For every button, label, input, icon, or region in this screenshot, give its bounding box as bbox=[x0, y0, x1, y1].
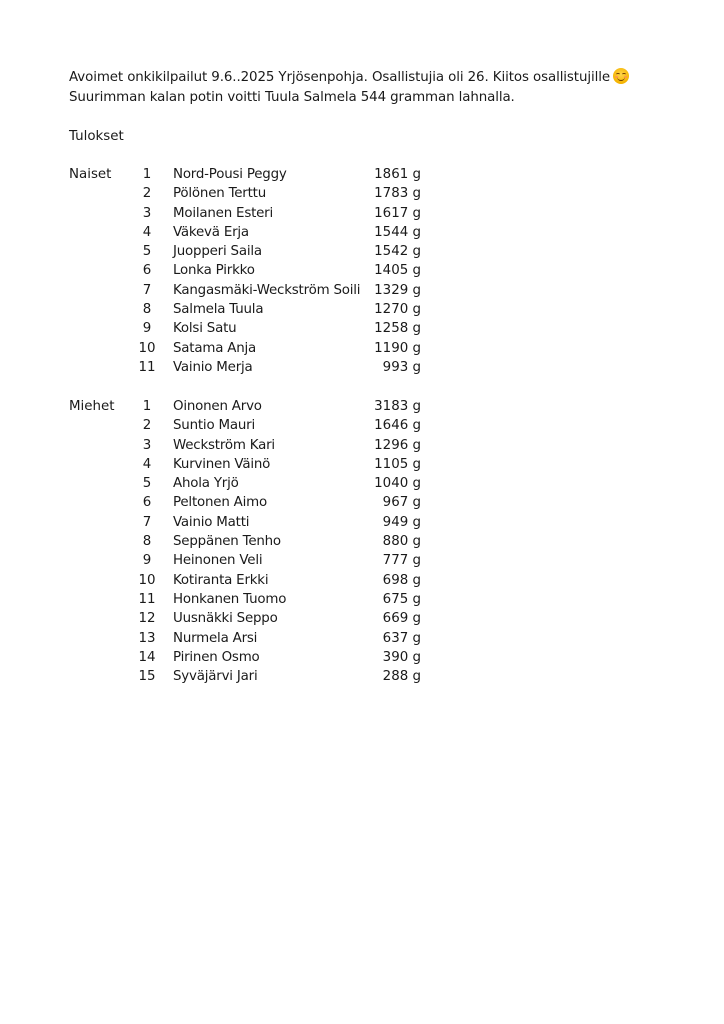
table-row bbox=[69, 339, 429, 358]
rank: 11 bbox=[138, 591, 156, 607]
rank: 11 bbox=[138, 359, 156, 375]
catch-weight: 669 g bbox=[382, 611, 421, 627]
table-row bbox=[69, 532, 429, 551]
rank: 2 bbox=[142, 418, 152, 434]
intro-line-2: Suurimman kalan potin voitti Tuula Salmela 544 gramman lahnalla. bbox=[69, 90, 515, 105]
catch-weight: 1542 g bbox=[374, 244, 421, 260]
table-row bbox=[69, 609, 429, 628]
catch-weight: 1783 g bbox=[374, 186, 421, 202]
catch-weight: 1617 g bbox=[374, 205, 421, 221]
table-row bbox=[69, 436, 429, 455]
table-row bbox=[69, 300, 429, 319]
table-row bbox=[69, 242, 429, 261]
rank: 4 bbox=[142, 224, 152, 240]
table-row bbox=[69, 319, 429, 338]
catch-weight: 1329 g bbox=[374, 282, 421, 298]
catch-weight: 675 g bbox=[382, 591, 421, 607]
rank: 7 bbox=[142, 514, 152, 530]
participant-name: Satama Anja bbox=[173, 340, 257, 356]
participant-name: Kolsi Satu bbox=[173, 321, 237, 337]
results-heading: Tulokset bbox=[69, 129, 124, 144]
participant-name: Nurmela Arsi bbox=[173, 630, 258, 646]
table-row bbox=[69, 184, 429, 203]
rank: 3 bbox=[142, 437, 152, 453]
rank: 12 bbox=[138, 611, 156, 627]
participant-name: Kotiranta Erkki bbox=[173, 572, 269, 588]
participant-name: Seppänen Tenho bbox=[173, 534, 281, 550]
catch-weight: 1040 g bbox=[374, 476, 421, 492]
catch-weight: 777 g bbox=[382, 553, 421, 569]
participant-name: Moilanen Esteri bbox=[173, 205, 274, 221]
men-rows bbox=[69, 397, 429, 686]
intro-line-1 bbox=[69, 68, 669, 88]
participant-name: Syväjärvi Jari bbox=[173, 669, 258, 685]
rank: 8 bbox=[142, 534, 152, 550]
catch-weight: 698 g bbox=[382, 572, 421, 588]
rank: 5 bbox=[142, 244, 152, 260]
participant-name: Suntio Mauri bbox=[173, 418, 255, 434]
participant-name: Oinonen Arvo bbox=[173, 399, 262, 414]
participant-name: Pölönen Terttu bbox=[173, 186, 267, 202]
catch-weight: 1296 g bbox=[374, 437, 421, 453]
table-row bbox=[69, 648, 429, 667]
catch-weight: 1105 g bbox=[374, 456, 421, 472]
rank: 15 bbox=[138, 669, 156, 685]
table-row bbox=[69, 590, 429, 609]
rank: 13 bbox=[138, 630, 156, 646]
table-row bbox=[69, 223, 429, 242]
rank: 10 bbox=[138, 572, 156, 588]
rank: 10 bbox=[138, 340, 156, 356]
catch-weight: 1258 g bbox=[374, 321, 421, 337]
table-row bbox=[69, 204, 429, 223]
rank: 5 bbox=[142, 476, 152, 492]
participant-name: Nord-Pousi Peggy bbox=[173, 167, 287, 182]
catch-weight: 288 g bbox=[382, 669, 421, 685]
smiling-face-icon bbox=[613, 68, 629, 84]
catch-weight: 949 g bbox=[382, 514, 421, 530]
catch-weight: 1405 g bbox=[374, 263, 421, 279]
participant-name: Pirinen Osmo bbox=[173, 649, 260, 665]
participant-name: Kurvinen Väinö bbox=[173, 456, 271, 472]
participant-name: Salmela Tuula bbox=[173, 302, 264, 318]
participant-name: Peltonen Aimo bbox=[173, 495, 267, 511]
participant-name: Juopperi Saila bbox=[173, 244, 262, 260]
table-row bbox=[69, 629, 429, 648]
rank: 9 bbox=[142, 321, 152, 337]
catch-weight: 637 g bbox=[382, 630, 421, 646]
participant-name: Heinonen Veli bbox=[173, 553, 263, 569]
participant-name: Vainio Matti bbox=[173, 514, 250, 530]
men-label: Miehet bbox=[69, 399, 115, 414]
intro-line-1-text: Avoimet onkikilpailut 9.6..2025 Yrjösenpohja. Osallistujia oli 26. Kiitos osallistujille bbox=[69, 70, 610, 85]
rank: 4 bbox=[142, 456, 152, 472]
table-row bbox=[69, 416, 429, 435]
table-row bbox=[69, 551, 429, 570]
catch-weight: 390 g bbox=[382, 649, 421, 665]
participant-name: Honkanen Tuomo bbox=[173, 591, 287, 607]
rank: 3 bbox=[142, 205, 152, 221]
participant-name: Uusnäkki Seppo bbox=[173, 611, 278, 627]
catch-weight: 967 g bbox=[382, 495, 421, 511]
participant-name: Kangasmäki-Weckström Soili bbox=[173, 282, 361, 298]
rank: 8 bbox=[142, 302, 152, 318]
participant-name: Vainio Merja bbox=[173, 359, 253, 375]
table-row bbox=[69, 397, 429, 416]
participant-name: Väkevä Erja bbox=[173, 224, 249, 240]
table-row bbox=[69, 165, 429, 184]
catch-weight: 880 g bbox=[382, 534, 421, 550]
rank: 6 bbox=[142, 263, 152, 279]
table-row bbox=[69, 493, 429, 512]
table-row bbox=[69, 455, 429, 474]
rank: 1 bbox=[142, 167, 152, 182]
women-rows bbox=[69, 165, 429, 377]
rank: 14 bbox=[138, 649, 156, 665]
table-row bbox=[69, 281, 429, 300]
catch-weight: 993 g bbox=[382, 359, 421, 375]
participant-name: Lonka Pirkko bbox=[173, 263, 255, 279]
rank: 6 bbox=[142, 495, 152, 511]
catch-weight: 1646 g bbox=[374, 418, 421, 434]
intro-paragraph bbox=[69, 68, 669, 108]
catch-weight: 1190 g bbox=[374, 340, 421, 356]
women-label: Naiset bbox=[69, 167, 112, 182]
rank: 1 bbox=[142, 399, 152, 414]
catch-weight: 1544 g bbox=[374, 224, 421, 240]
table-row bbox=[69, 667, 429, 686]
table-row bbox=[69, 358, 429, 377]
rank: 2 bbox=[142, 186, 152, 202]
catch-weight: 3183 g bbox=[374, 399, 421, 414]
rank: 7 bbox=[142, 282, 152, 298]
table-row bbox=[69, 474, 429, 493]
table-row bbox=[69, 571, 429, 590]
participant-name: Weckström Kari bbox=[173, 437, 275, 453]
table-row bbox=[69, 261, 429, 280]
participant-name: Ahola Yrjö bbox=[173, 476, 239, 492]
catch-weight: 1270 g bbox=[374, 302, 421, 318]
table-row bbox=[69, 513, 429, 532]
catch-weight: 1861 g bbox=[374, 167, 421, 182]
rank: 9 bbox=[142, 553, 152, 569]
